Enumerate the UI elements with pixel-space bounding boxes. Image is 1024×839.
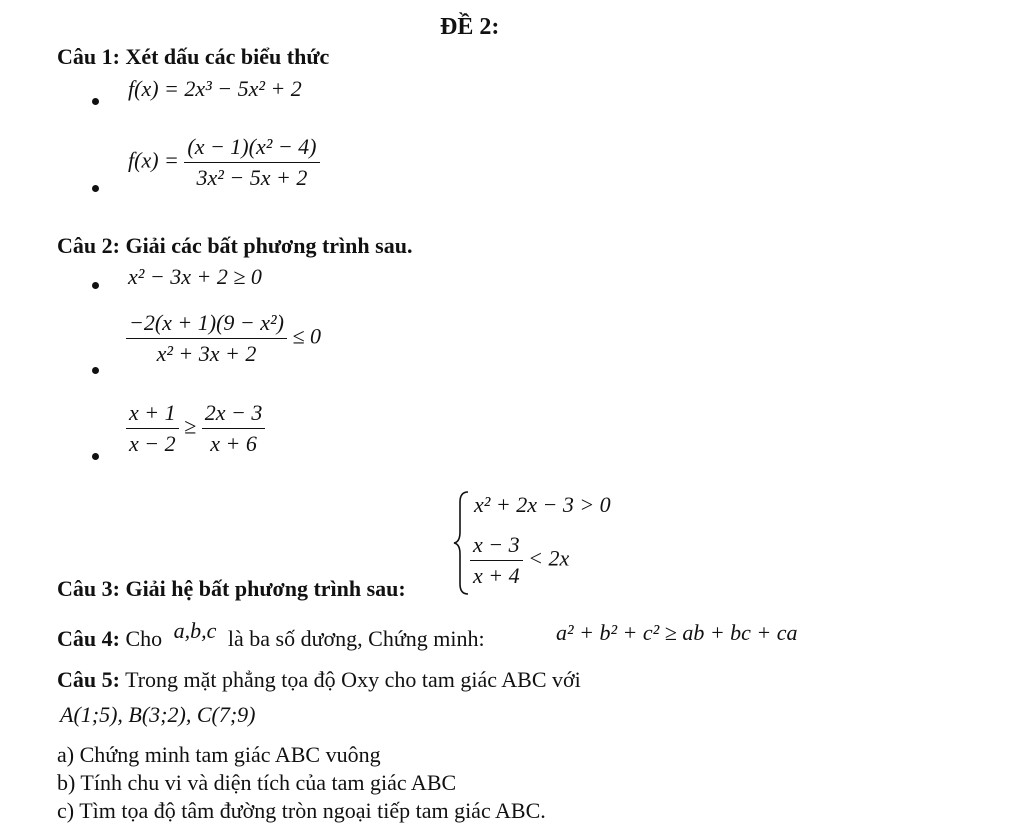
question-1-text: Xét dấu các biểu thức [125, 44, 330, 69]
question-3 [57, 576, 406, 602]
fraction-numerator: x − 3 [470, 532, 523, 561]
q3-system-line-2 [470, 532, 569, 589]
question-5-text: Trong mặt phẳng tọa độ Oxy cho tam giác ABC với [125, 667, 581, 692]
q1-expression-2-lhs: f(x) = [128, 147, 179, 173]
q2-inequality-1: x² − 3x + 2 ≥ 0 [128, 264, 262, 289]
q2-inequality-3-right-fraction [202, 400, 266, 457]
question-5-part-b: b) Tính chu vi và diện tích của tam giác ABC [57, 770, 457, 795]
fraction-numerator: 2x − 3 [202, 400, 266, 429]
q3-system-rhs: < 2x [528, 545, 570, 571]
q2-inequality-2-fraction [126, 310, 287, 367]
fraction-numerator: x + 1 [126, 400, 179, 429]
fraction-denominator: x − 2 [129, 431, 176, 456]
question-4-vars: a,b,c [173, 618, 217, 643]
question-5-points: A(1;5), B(3;2), C(7;9) [60, 702, 256, 727]
question-4-expression: a² + b² + c² ≥ ab + bc + ca [556, 620, 798, 645]
q2-inequality-2-rhs: ≤ 0 [292, 323, 322, 349]
question-4-text-b: là ba số dương, Chứng minh: [227, 626, 485, 651]
fraction-denominator: x + 6 [210, 431, 257, 456]
question-1 [57, 44, 329, 70]
bullet-icon [92, 367, 99, 374]
q1-expression-2-fraction [184, 134, 319, 191]
fraction-numerator: (x − 1)(x² − 4) [184, 134, 319, 163]
question-1-label: Câu 1: [57, 44, 120, 69]
question-5-part-a: a) Chứng minh tam giác ABC vuông [57, 742, 381, 767]
fraction-denominator: x² + 3x + 2 [156, 341, 257, 366]
question-4-text-a: Cho [125, 626, 163, 651]
question-5 [57, 667, 581, 693]
bullet-icon [92, 185, 99, 192]
bullet-icon [92, 98, 99, 105]
q2-inequality-3-operator: ≥ [184, 413, 197, 439]
q2-inequality-2 [126, 310, 321, 367]
question-4 [57, 618, 485, 652]
question-2 [57, 233, 412, 259]
question-5-part-c: c) Tìm tọa độ tâm đường tròn ngoại tiếp tam giác ABC. [57, 798, 546, 823]
q2-inequality-3 [126, 400, 265, 457]
q2-inequality-3-left-fraction [126, 400, 179, 457]
question-5-label: Câu 5: [57, 667, 120, 692]
q1-expression-1: f(x) = 2x³ − 5x² + 2 [128, 76, 302, 101]
question-3-text: Giải hệ bất phương trình sau: [125, 576, 406, 601]
fraction-denominator: x + 4 [473, 563, 520, 588]
fraction-denominator: 3x² − 5x + 2 [196, 165, 308, 190]
page-title: ĐỀ 2: [440, 14, 500, 40]
q1-expression-2 [128, 134, 320, 191]
question-2-label: Câu 2: [57, 233, 120, 258]
question-2-text: Giải các bất phương trình sau. [125, 233, 413, 258]
q3-system-line-1: x² + 2x − 3 > 0 [474, 492, 611, 517]
bullet-icon [92, 282, 99, 289]
q3-system-fraction [470, 532, 523, 589]
question-3-label: Câu 3: [57, 576, 120, 601]
fraction-numerator: −2(x + 1)(9 − x²) [126, 310, 287, 339]
system-brace-icon [452, 488, 472, 598]
question-4-label: Câu 4: [57, 626, 120, 651]
bullet-icon [92, 453, 99, 460]
